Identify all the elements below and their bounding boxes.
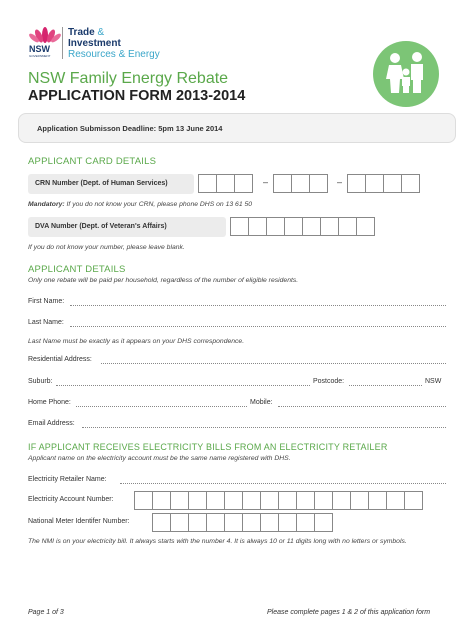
crn-mandatory-note: Mandatory: If you do not know your CRN, please phone DHS on 13 61 50 <box>28 201 253 208</box>
retailer-name-field[interactable] <box>120 483 446 484</box>
last-name-field[interactable] <box>70 326 446 327</box>
nmi-label: National Meter Identifer Number: <box>28 518 130 525</box>
logo-divider <box>62 27 63 59</box>
crn-digit-cell[interactable] <box>365 174 384 193</box>
section-title-electricity: IF APPLICANT RECEIVES ELECTRICITY BILLS FROM AN ELECTRICITY RETAILER <box>28 442 388 452</box>
dva-note: If you do not know your number, please leave blank. <box>28 244 185 251</box>
logo-line-resources: Resources & Energy <box>68 49 160 60</box>
last-name-label: Last Name: <box>28 319 64 326</box>
account-digit-cell[interactable] <box>278 491 297 510</box>
nmi-digit-cell[interactable] <box>206 513 225 532</box>
dva-digit-cell[interactable] <box>266 217 285 236</box>
nmi-digit-cell[interactable] <box>260 513 279 532</box>
dva-digit-cell[interactable] <box>320 217 339 236</box>
form-subtitle: APPLICATION FORM 2013-2014 <box>28 88 246 104</box>
residential-address-label: Residential Address: <box>28 356 92 363</box>
crn-digit-cell[interactable] <box>347 174 366 193</box>
nmi-digit-cell[interactable] <box>188 513 207 532</box>
nmi-note: The NMI is on your electricity bill. It always starts with the number 4. It is always 10 or 11 digits long with no letters or symbols. <box>28 538 407 545</box>
nmi-input-group[interactable] <box>152 513 332 532</box>
logo-line-investment: Investment <box>68 38 121 49</box>
electricity-note: Applicant name on the electricity account must be the same name registered with DHS. <box>28 455 291 462</box>
dva-digit-cell[interactable] <box>302 217 321 236</box>
account-number-input-group[interactable] <box>134 491 422 510</box>
deadline-panel <box>18 113 456 143</box>
family-icon <box>373 41 439 107</box>
deadline-text: Application Submisson Deadline: 5pm 13 June 2014 <box>37 124 223 133</box>
crn-digit-cell[interactable] <box>309 174 328 193</box>
account-digit-cell[interactable] <box>170 491 189 510</box>
dva-digit-cell[interactable] <box>284 217 303 236</box>
dva-label: DVA Number (Dept. of Veteran's Affairs) <box>28 217 226 237</box>
form-title: NSW Family Energy Rebate <box>28 70 229 87</box>
account-digit-cell[interactable] <box>188 491 207 510</box>
crn-label: CRN Number (Dept. of Human Services) <box>28 174 194 194</box>
account-number-label: Electricity Account Number: <box>28 496 114 503</box>
home-phone-label: Home Phone: <box>28 399 71 406</box>
nmi-digit-cell[interactable] <box>170 513 189 532</box>
crn-digit-cell[interactable] <box>234 174 253 193</box>
crn-input-group-2[interactable] <box>273 174 327 193</box>
logo-government-text: GOVERNMENT <box>29 54 51 58</box>
suburb-field[interactable] <box>56 385 310 386</box>
nmi-digit-cell[interactable] <box>224 513 243 532</box>
account-digit-cell[interactable] <box>134 491 153 510</box>
nmi-digit-cell[interactable] <box>242 513 261 532</box>
crn-separator: – <box>337 177 343 187</box>
email-label: Email Address: <box>28 420 75 427</box>
page-number: Page 1 of 3 <box>28 609 64 616</box>
account-digit-cell[interactable] <box>296 491 315 510</box>
nmi-digit-cell[interactable] <box>152 513 171 532</box>
account-digit-cell[interactable] <box>260 491 279 510</box>
dva-digit-cell[interactable] <box>230 217 249 236</box>
retailer-name-label: Electricity Retailer Name: <box>28 476 107 483</box>
mobile-field[interactable] <box>278 406 446 407</box>
section-title-applicant-details: APPLICANT DETAILS <box>28 264 126 275</box>
crn-digit-cell[interactable] <box>291 174 310 193</box>
nmi-digit-cell[interactable] <box>278 513 297 532</box>
footer-instruction: Please complete pages 1 & 2 of this application form <box>267 609 431 616</box>
postcode-field[interactable] <box>349 385 422 386</box>
account-digit-cell[interactable] <box>350 491 369 510</box>
agency-logo <box>28 24 178 64</box>
dva-digit-cell[interactable] <box>356 217 375 236</box>
last-name-note: Last Name must be exactly as it appears on your DHS correspondence. <box>28 338 245 345</box>
crn-input-group-1[interactable] <box>198 174 252 193</box>
section-title-card-details: APPLICANT CARD DETAILS <box>28 156 157 167</box>
family-badge <box>373 41 439 107</box>
account-digit-cell[interactable] <box>404 491 423 510</box>
dva-input-group[interactable] <box>230 217 374 236</box>
mobile-label: Mobile: <box>250 399 273 406</box>
residential-address-field[interactable] <box>101 363 446 364</box>
crn-digit-cell[interactable] <box>198 174 217 193</box>
logo-line-trade: Trade & <box>68 27 105 38</box>
postcode-label: Postcode: <box>313 378 345 385</box>
crn-digit-cell[interactable] <box>273 174 292 193</box>
dva-digit-cell[interactable] <box>338 217 357 236</box>
account-digit-cell[interactable] <box>314 491 333 510</box>
crn-digit-cell[interactable] <box>216 174 235 193</box>
first-name-label: First Name: <box>28 298 65 305</box>
home-phone-field[interactable] <box>76 406 247 407</box>
account-digit-cell[interactable] <box>332 491 351 510</box>
crn-digit-cell[interactable] <box>383 174 402 193</box>
dva-digit-cell[interactable] <box>248 217 267 236</box>
account-digit-cell[interactable] <box>242 491 261 510</box>
email-field[interactable] <box>82 427 446 428</box>
nmi-digit-cell[interactable] <box>314 513 333 532</box>
account-digit-cell[interactable] <box>206 491 225 510</box>
state-label: NSW <box>425 378 442 385</box>
account-digit-cell[interactable] <box>386 491 405 510</box>
suburb-label: Suburb: <box>28 378 53 385</box>
crn-digit-cell[interactable] <box>401 174 420 193</box>
account-digit-cell[interactable] <box>152 491 171 510</box>
applicant-details-note: Only one rebate will be paid per household, regardless of the number of eligible residents. <box>28 277 299 284</box>
crn-input-group-3[interactable] <box>347 174 419 193</box>
account-digit-cell[interactable] <box>368 491 387 510</box>
account-digit-cell[interactable] <box>224 491 243 510</box>
logo-nsw-text: NSW <box>29 44 50 54</box>
nmi-digit-cell[interactable] <box>296 513 315 532</box>
first-name-field[interactable] <box>70 305 446 306</box>
crn-separator: – <box>263 177 269 187</box>
